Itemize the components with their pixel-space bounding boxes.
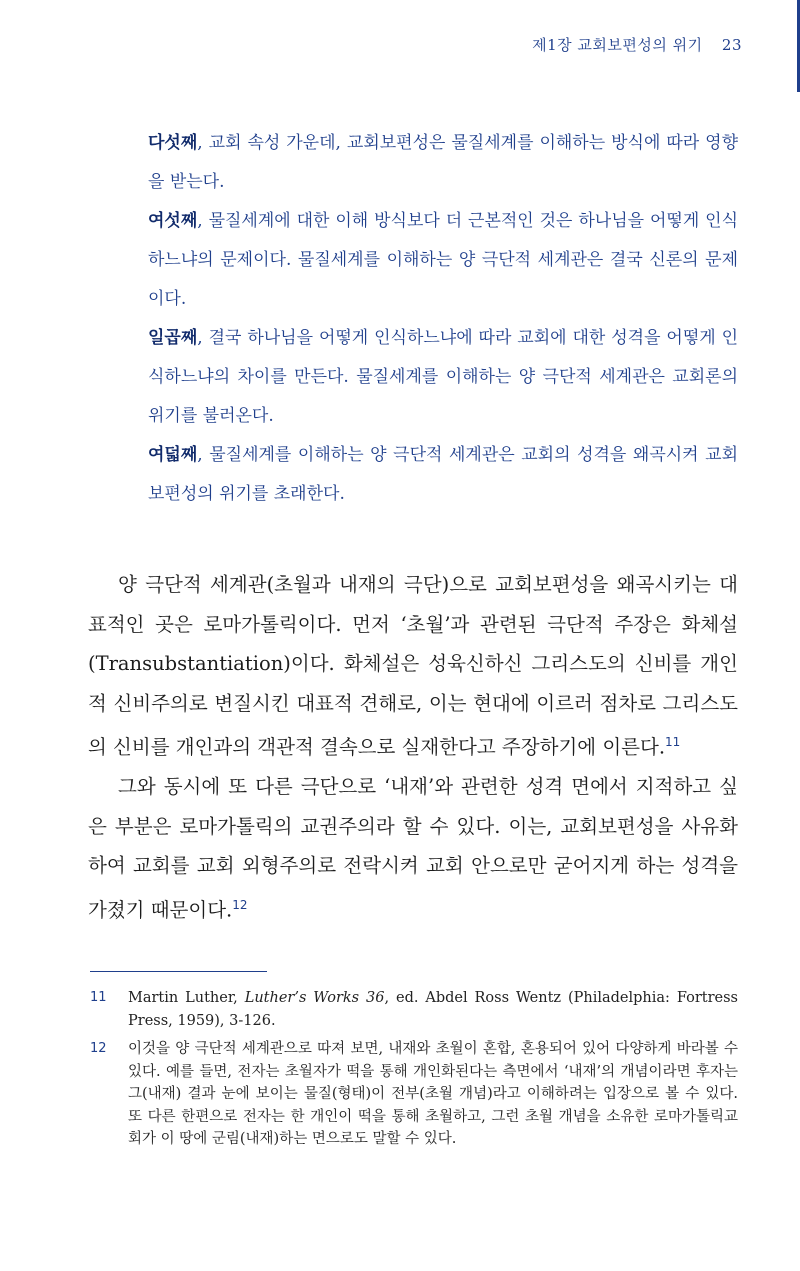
point-text: , 물질세계를 이해하는 양 극단적 세계관은 교회의 성격을 왜곡시켜 교회보편성의 위기를 초래한다.: [148, 445, 738, 504]
footnote-number: 11: [90, 990, 107, 1005]
running-header: [532, 34, 742, 55]
paragraph-text: 그와 동시에 또 다른 극단으로 ‘내재’와 관련한 성격 면에서 지적하고 싶은 부분은 로마가톨릭의 교권주의라 할 수 있다. 이는, 교회보편성을 사유화하여 교회를 교회 외형주의로 전락시켜 교회 안으로만 굳어지게 하는 성격을 가졌기 때문이다.: [88, 775, 738, 921]
point-text: , 교회 속성 가운데, 교회보편성은 물질세계를 이해하는 방식에 따라 영향을 받는다.: [148, 133, 738, 192]
body-paragraph: [88, 767, 738, 930]
footnotes: [90, 987, 738, 1157]
footnote-ref-11[interactable]: 11: [665, 735, 681, 749]
paragraph-text: 양 극단적 세계관(초월과 내재의 극단)으로 교회보편성을 왜곡시키는 대표적인 곳은 로마가톨릭이다. 먼저 ‘초월’과 관련된 극단적 주장은 화체설(Transubstantiation)이다. 화체설은 성육신하신 그리스도의 신비를 개인적 신비주의로 변질시킨 대표적 견해로, 이는 현대에 이르러 점차로 그리스도의 신비를 개인과의 객관적 결속으로 실재한다고 주장하기에 이른다.: [88, 573, 738, 759]
point-text: , 물질세계에 대한 이해 방식보다 더 근본적인 것은 하나님을 어떻게 인식하느냐의 문제이다. 물질세계를 이해하는 양 극단적 세계관은 결국 신론의 문제이다.: [148, 211, 738, 309]
footnote-text: 이것을 양 극단적 세계관으로 따져 보면, 내재와 초월이 혼합, 혼용되어 있어 다양하게 바라볼 수 있다. 예를 들면, 전자는 초월자가 떡을 통해 개인화된다는 측면에서 ‘내재’의 개념이라면 후자는 그(내재) 결과 눈에 보이는 물질(형태)이 전부(초월 개념)라고 이해하려는 입장으로 볼 수 있다. 또 다른 한편으로 전자는 한 개인이 떡을 통해 초월하고, 그런 초월 개념을 소유한 로마가톨릭교회가 이 땅에 군림(내재)하는 면으로도 말할 수 있다.: [128, 1041, 738, 1147]
body-text: [88, 565, 738, 930]
footnote-12: [90, 1038, 738, 1151]
page-number: 23: [721, 36, 742, 54]
footnote-11: [90, 987, 738, 1032]
chapter-label: 제1장: [532, 36, 573, 54]
body-paragraph: [88, 565, 738, 767]
footnote-divider: [90, 971, 267, 972]
footnote-number: 12: [90, 1041, 107, 1056]
point-7: [148, 319, 738, 436]
footnote-ref-12[interactable]: 12: [232, 897, 248, 912]
point-label: 여덟째: [148, 445, 198, 465]
point-8: [148, 436, 738, 514]
point-label: 일곱째: [148, 328, 198, 348]
chapter-title: 교회보편성의 위기: [577, 36, 703, 54]
enumerated-points: [148, 124, 738, 514]
footnote-text: Martin Luther,: [128, 990, 245, 1006]
point-label: 여섯째: [148, 211, 198, 231]
point-text: , 결국 하나님을 어떻게 인식하느냐에 따라 교회에 대한 성격을 어떻게 인식하느냐의 차이를 만든다. 물질세계를 이해하는 양 극단적 세계관은 교회론의 위기를 불러온다.: [148, 328, 738, 426]
point-label: 다섯째: [148, 133, 198, 153]
point-6: [148, 202, 738, 319]
footnote-text: , ed. Abdel Ross Wentz (Philadelphia: Fortress Press, 1959), 3-126.: [128, 990, 738, 1029]
point-5: [148, 124, 738, 202]
footnote-book-title: Luther’s Works 36: [244, 990, 385, 1006]
